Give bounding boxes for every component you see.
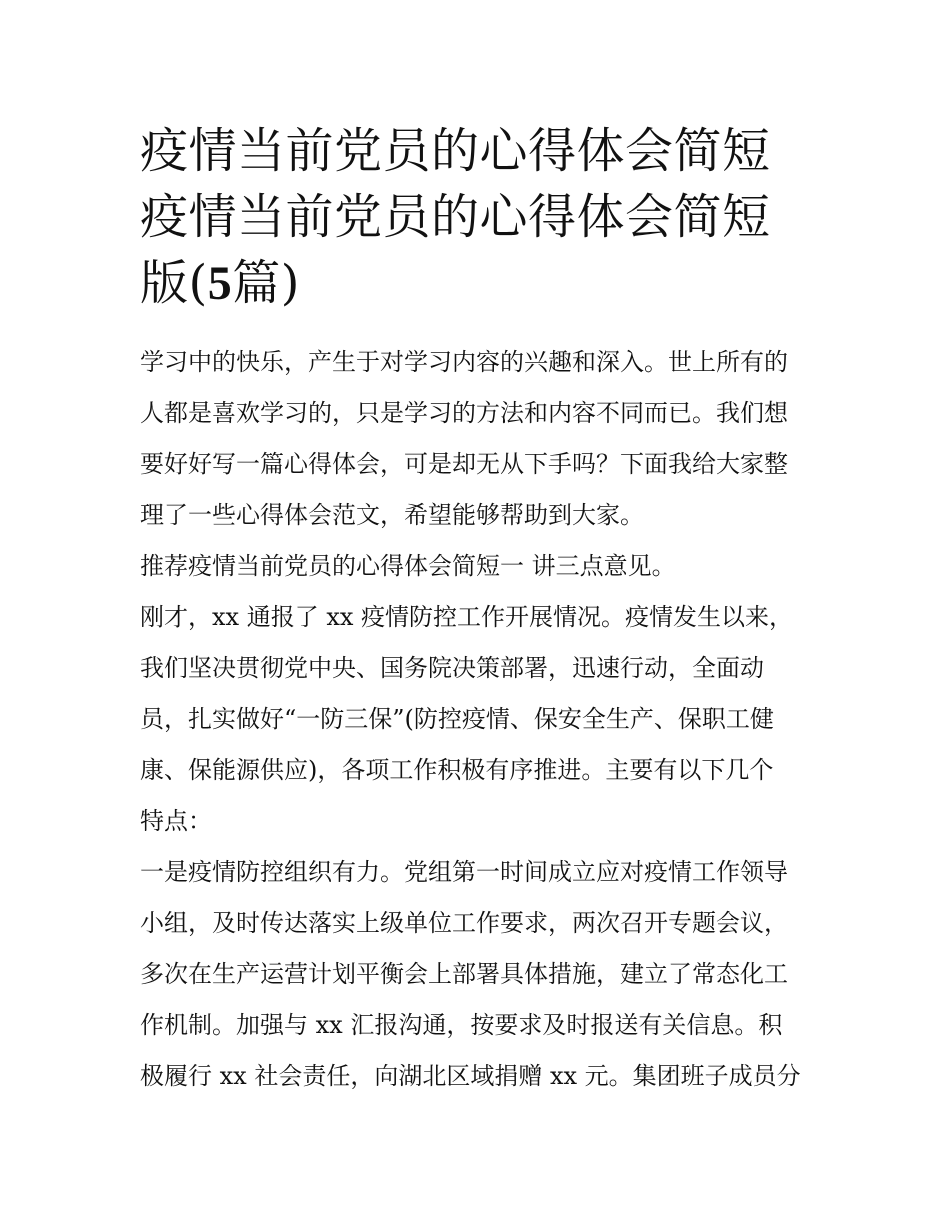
title-line-3-number: 5 (207, 257, 233, 310)
document-body (140, 337, 815, 1102)
paragraph-recommend (140, 541, 815, 592)
paragraph-line: 员，扎实做好“一防三保”(防控疫情、保安全生产、保职工健 (140, 705, 774, 733)
paragraph-line: 刚才，xx 通报了 xx 疫情防控工作开展情况。疫情发生以来， (140, 603, 794, 631)
title-line-3-suffix: 篇) (232, 255, 300, 311)
paragraph-report (140, 592, 815, 847)
paragraph-line: 我们坚决贯彻党中央、国务院决策部署，迅速行动，全面动 (140, 654, 764, 682)
paragraph-point-one (140, 847, 815, 1102)
paragraph-line: 特点： (140, 807, 212, 835)
paragraph-intro (140, 337, 815, 541)
title-line-3-prefix: 版( (140, 255, 208, 311)
paragraph-line: 理了一些心得体会范文，希望能够帮助到大家。 (140, 501, 644, 529)
document-title (140, 118, 815, 317)
paragraph-line: 学习中的快乐，产生于对学习内容的兴趣和深入。世上所有的 (140, 348, 788, 376)
paragraph-line: 极履行 xx 社会责任，向湖北区域捐赠 xx 元。集团班子成员分 (140, 1062, 801, 1090)
paragraph-line: 要好好写一篇心得体会，可是却无从下手吗？下面我给大家整 (140, 450, 788, 478)
paragraph-line: 人都是喜欢学习的，只是学习的方法和内容不同而已。我们想 (140, 399, 788, 427)
paragraph-line: 作机制。加强与 xx 汇报沟通，按要求及时报送有关信息。积 (140, 1011, 783, 1039)
paragraph-line: 一是疫情防控组织有力。党组第一时间成立应对疫情工作领导 (140, 858, 788, 886)
title-line-1: 疫情当前党员的心得体会简短 (140, 123, 771, 179)
paragraph-line: 多次在生产运营计划平衡会上部署具体措施，建立了常态化工 (140, 960, 788, 988)
document-content (140, 118, 815, 1102)
title-line-2: 疫情当前党员的心得体会简短 (140, 189, 771, 245)
title-line-3 (140, 250, 815, 317)
paragraph-line: 康、保能源供应)，各项工作积极有序推进。主要有以下几个 (140, 756, 774, 784)
paragraph-line: 小组，及时传达落实上级单位工作要求，两次召开专题会议， (140, 909, 788, 937)
paragraph-line: 推荐疫情当前党员的心得体会简短一 讲三点意见。 (140, 552, 676, 580)
